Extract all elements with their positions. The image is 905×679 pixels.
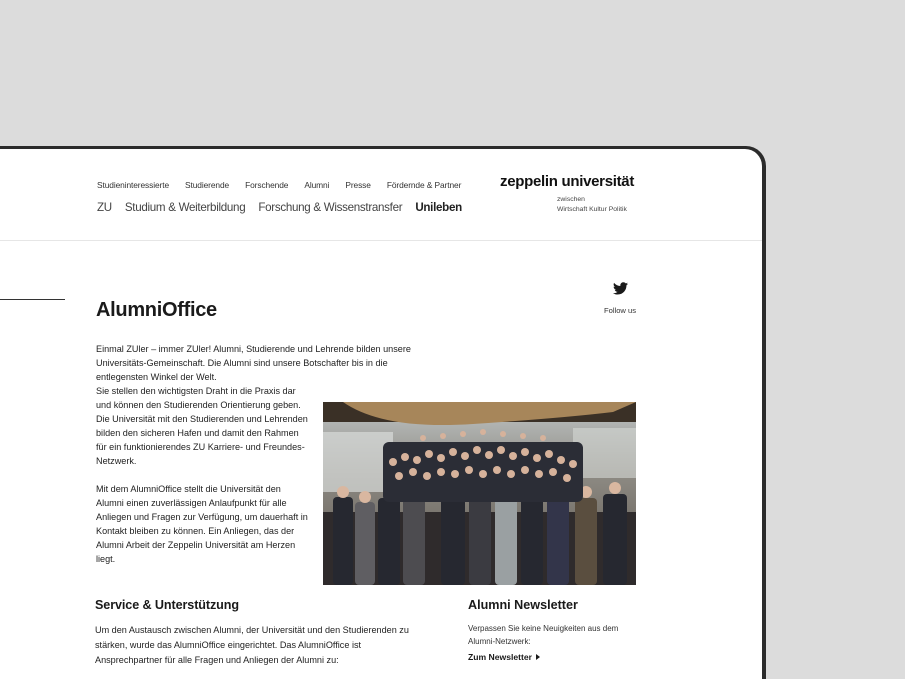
follow-us-label: Follow us xyxy=(603,306,637,315)
main-nav-forschung[interactable]: Forschung & Wissenstransfer xyxy=(258,201,403,214)
device-frame xyxy=(0,146,766,679)
newsletter-link-label: Zum Newsletter xyxy=(468,652,532,662)
group-photo-illustration xyxy=(323,402,636,585)
logo-tagline xyxy=(557,195,627,214)
site-logo[interactable] xyxy=(500,173,635,213)
top-nav-studieninteressierte[interactable]: Studieninteressierte xyxy=(97,180,170,190)
social-follow[interactable] xyxy=(600,282,640,315)
chevron-right-icon xyxy=(536,654,540,660)
main-nav-studium[interactable]: Studium & Weiterbildung xyxy=(124,201,246,214)
service-section-text: Um den Austausch zwischen Alumni, der Universität und den Studierenden zu stärken, wurde das AlumniOffice eingerichtet. Das AlumniOffice ist Ansprechpartner für alle Fragen und Anliegen der Alumni zu: xyxy=(95,625,409,665)
top-nav xyxy=(97,180,477,190)
main-nav-zu[interactable]: ZU xyxy=(97,201,112,214)
logo-name: zeppelin universität xyxy=(500,173,635,190)
top-nav-alumni[interactable]: Alumni xyxy=(304,180,330,190)
header-divider xyxy=(0,240,762,241)
newsletter-link[interactable] xyxy=(468,652,540,662)
page-content xyxy=(0,149,762,679)
logo-tag-line-1: zwischen xyxy=(557,196,585,203)
browser-screen xyxy=(0,149,762,679)
intro-text: Einmal ZUler – immer ZUler! Alumni, Studierende und Lehrende bilden unsere Universitäts-Gemeinschaft. Die Alumni sind unsere Botschafter bis in die entlegensten Winkel der Welt. xyxy=(96,344,411,382)
top-nav-presse[interactable]: Presse xyxy=(345,180,371,190)
newsletter-title: Alumni Newsletter xyxy=(468,598,578,612)
page-title: AlumniOffice xyxy=(96,299,217,321)
body-column xyxy=(96,384,308,580)
service-section-title: Service & Unterstützung xyxy=(95,598,239,612)
top-nav-forschende[interactable]: Forschende xyxy=(245,180,289,190)
left-rule xyxy=(0,299,65,300)
logo-tag-line-2: Wirtschaft Kultur Politik xyxy=(557,205,627,213)
main-nav xyxy=(97,201,475,214)
top-nav-foerdernde-partner[interactable]: Fördernde & Partner xyxy=(386,180,462,190)
body-paragraph-2: Mit dem AlumniOffice stellt die Universität den Alumni einen zuverlässigen Anlaufpunkt für alle Anliegen und Fragen zur Verfügung, um dauerhaft in Kontakt bleiben zu können. Ein Anliegen, das der Alumni Arbeit der Zeppelin Universität am Herzen liegt. xyxy=(96,484,308,564)
twitter-icon xyxy=(613,282,628,295)
main-nav-unileben[interactable]: Unileben xyxy=(415,201,462,214)
alumni-group-photo xyxy=(323,402,636,585)
newsletter-text: Verpassen Sie keine Neuigkeiten aus dem Alumni-Netzwerk: xyxy=(468,624,619,646)
top-nav-studierende[interactable]: Studierende xyxy=(185,180,230,190)
body-paragraph-1: Sie stellen den wichtigsten Draht in die Praxis dar und können den Studierenden Orientierung geben. Die Universität mit den Studierenden und Lehrenden bilden den sicheren Hafen und damit den Rahmen für ein funktionierendes ZU Karriere- und Freundes-Netzwerk. xyxy=(96,386,308,466)
